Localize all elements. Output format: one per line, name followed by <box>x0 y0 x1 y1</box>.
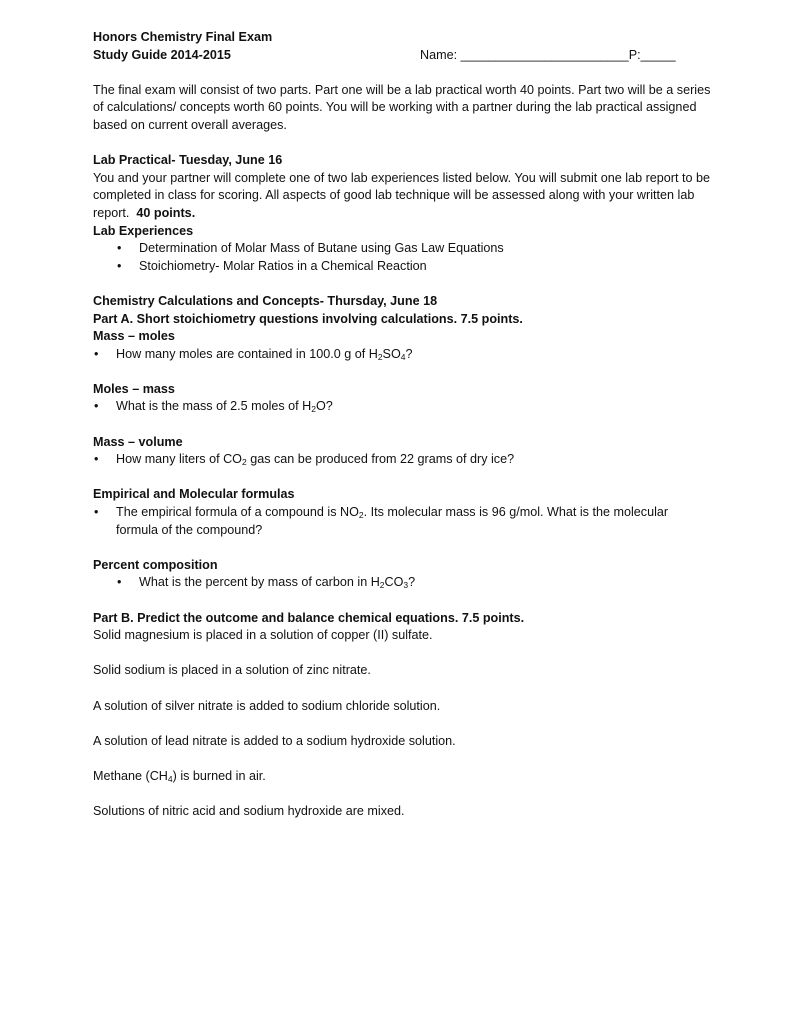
question-text: The empirical formula of a compound is NO <box>116 505 359 520</box>
lab-practical-body: You and your partner will complete one of two lab experiences listed below. You will submit one lab report to be completed in class for scoring. All aspects of good lab technique will be assessed along with your written lab report. <box>93 170 710 220</box>
subscript: 2 <box>377 351 383 362</box>
question-text: O? <box>316 399 333 414</box>
question-text: . Its molecular mass is 96 g/mol. What is the molecular formula of the compound? <box>116 505 669 537</box>
empirical-list <box>93 504 713 539</box>
moles-mass-heading: Moles – mass <box>93 381 175 396</box>
empirical-heading: Empirical and Molecular formulas <box>93 487 295 502</box>
lab-experiences-list <box>93 240 713 275</box>
question-text: ? <box>405 346 413 361</box>
list-item <box>93 398 713 416</box>
subscript: 2 <box>241 457 247 468</box>
subscript: 4 <box>400 351 406 362</box>
lab-practical-heading: Lab Practical- Tuesday, June 16 <box>93 153 283 168</box>
subscript: 2 <box>379 580 385 591</box>
question-text: SO <box>382 346 401 361</box>
list-item <box>93 451 713 469</box>
list-item <box>93 346 713 364</box>
subscript: 4 <box>167 773 173 784</box>
document-page <box>93 29 713 821</box>
question-text: How many liters of CO <box>116 452 242 467</box>
moles-mass-list <box>93 398 713 416</box>
mass-volume-list <box>93 451 713 469</box>
subscript: 3 <box>403 580 409 591</box>
list-item: • Determination of Molar Mass of Butane using Gas Law Equations <box>93 240 713 258</box>
part-a-heading: Part A. Short stoichiometry questions involving calculations. 7.5 points. <box>93 311 523 326</box>
reaction-item <box>93 768 713 786</box>
list-item <box>93 504 713 539</box>
mass-moles-list <box>93 346 713 364</box>
reaction-item: Solid sodium is placed in a solution of zinc nitrate. <box>93 663 371 678</box>
name-period-field: Name: ________________________P:_____ <box>420 47 676 62</box>
percent-heading: Percent composition <box>93 557 218 572</box>
question-text: ? <box>408 575 416 590</box>
part-b-heading: Part B. Predict the outcome and balance chemical equations. 7.5 points. <box>93 610 525 625</box>
subscript: 2 <box>311 404 317 415</box>
exam-title: Honors Chemistry Final Exam <box>93 30 273 44</box>
question-text: gas can be produced from 22 grams of dry ice? <box>246 452 515 467</box>
reaction-text: Methane (CH <box>93 768 168 783</box>
question-text: What is the mass of 2.5 moles of H <box>116 399 312 414</box>
percent-list <box>93 574 713 592</box>
reaction-item: Solutions of nitric acid and sodium hydroxide are mixed. <box>93 804 405 819</box>
intro-paragraph: The final exam will consist of two parts. Part one will be a lab practical worth 40 points. Part two will be a series of calculations/ concepts worth 60 points. You will be working with a partner during the lab practical assigned based on current overall averages. <box>93 82 711 132</box>
lab-experiences-heading: Lab Experiences <box>93 223 194 238</box>
header-row <box>93 47 713 65</box>
lab-practical-points: 40 points. <box>136 205 196 220</box>
reaction-item: A solution of lead nitrate is added to a sodium hydroxide solution. <box>93 733 456 748</box>
list-item <box>93 574 713 592</box>
list-item: • Stoichiometry- Molar Ratios in a Chemical Reaction <box>93 258 713 276</box>
question-text: How many moles are contained in 100.0 g of H <box>116 346 378 361</box>
lab-practical-text <box>93 170 713 223</box>
subscript: 2 <box>358 510 364 521</box>
study-guide-title: Study Guide 2014-2015 <box>93 47 231 62</box>
calculations-heading: Chemistry Calculations and Concepts- Thursday, June 18 <box>93 293 438 308</box>
reaction-item: Solid magnesium is placed in a solution of copper (II) sulfate. <box>93 628 433 643</box>
reaction-item: A solution of silver nitrate is added to sodium chloride solution. <box>93 698 441 713</box>
question-text: CO <box>384 575 404 590</box>
question-text: What is the percent by mass of carbon in H <box>139 575 380 590</box>
reaction-text: ) is burned in air. <box>172 768 266 783</box>
mass-moles-heading: Mass – moles <box>93 329 175 344</box>
mass-volume-heading: Mass – volume <box>93 434 183 449</box>
